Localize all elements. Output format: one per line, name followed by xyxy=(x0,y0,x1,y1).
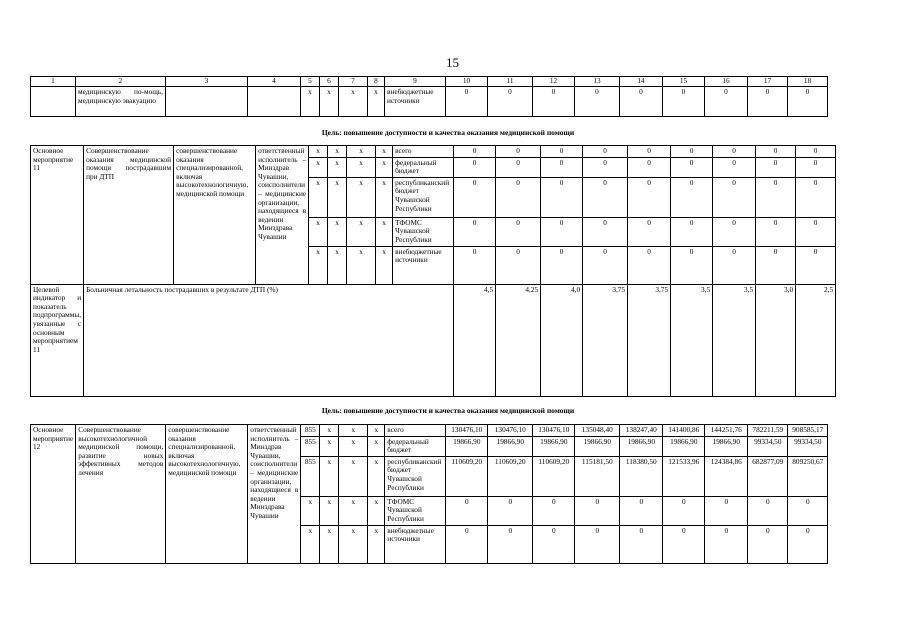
funding-source: всего xyxy=(385,425,446,437)
header-cell: 13 xyxy=(575,77,620,87)
table-cell: x xyxy=(347,177,376,217)
table-cell: 0 xyxy=(583,157,628,177)
table-cell: x xyxy=(339,525,368,563)
table-cell: x xyxy=(320,425,339,437)
table-cell: x xyxy=(368,456,385,496)
table-cell: 0 xyxy=(628,246,671,284)
table-cell: x xyxy=(328,246,347,284)
header-cell: 5 xyxy=(301,77,320,87)
table-cell: 0 xyxy=(533,496,575,525)
header-cell: 1 xyxy=(31,77,76,87)
event-name: Совершенствование высокотехнологичной медицинской помощи, развитие новых эффективных методов лечения xyxy=(76,425,166,564)
table-cell: x xyxy=(376,157,393,177)
table-cell: x xyxy=(328,146,347,158)
table-cell: 0 xyxy=(756,146,796,158)
event-executor: ответственный исполнитель – Минздрав Чувашии, соисполнители – медицинские организации, находящиеся в ведении Минздрава Чувашии xyxy=(256,146,309,285)
column-number-row xyxy=(31,77,828,87)
table-cell: x xyxy=(368,425,385,437)
table-cell: 0 xyxy=(671,217,713,246)
event-name: Совершенствование оказания медицинской помощи пострадавшим при ДТП xyxy=(84,146,174,285)
table-cell: 0 xyxy=(583,217,628,246)
table-cell: 782211,59 xyxy=(748,425,788,437)
goal-heading: Цель: повышение доступности и качества оказания медицинской помощи xyxy=(321,128,575,137)
table-cell: 0 xyxy=(541,217,583,246)
table-cell: 0 xyxy=(713,146,756,158)
table-cell: 0 xyxy=(446,496,488,525)
header-cell: 8 xyxy=(368,77,385,87)
table-cell: 0 xyxy=(620,87,663,117)
table-cell: 2,5 xyxy=(796,284,836,396)
table-cell: 0 xyxy=(454,246,496,284)
table-cell: 121533,96 xyxy=(663,456,705,496)
table-cell: 0 xyxy=(541,177,583,217)
funding-source: внебюджетные источники xyxy=(393,246,454,284)
header-cell: 17 xyxy=(748,77,788,87)
table-cell: x xyxy=(368,496,385,525)
table-event-11 xyxy=(30,145,836,397)
table-cell: 0 xyxy=(705,87,748,117)
table-cell: x xyxy=(301,496,320,525)
table-cell: 3,75 xyxy=(628,284,671,396)
header-cell: 10 xyxy=(446,77,488,87)
indicator-title: Целевой индикатор и показатель подпрограммы, увязанные с основным мероприятием 11 xyxy=(31,284,84,396)
table-cell: внебюджетные источники xyxy=(385,87,446,117)
table-cell: 130476,10 xyxy=(533,425,575,437)
table-cell: 99334,50 xyxy=(748,436,788,456)
table-cell: x xyxy=(320,456,339,496)
table-cell: x xyxy=(328,177,347,217)
header-cell: 6 xyxy=(320,77,339,87)
table-cell: 0 xyxy=(796,246,836,284)
table-cell: 4,0 xyxy=(541,284,583,396)
table-cell: 0 xyxy=(756,157,796,177)
table-cell: 124384,86 xyxy=(705,456,748,496)
table-cell: x xyxy=(320,496,339,525)
table-cell: 3,5 xyxy=(671,284,713,396)
table-cell: 0 xyxy=(488,496,533,525)
table-cell: x xyxy=(376,177,393,217)
table-cell: 0 xyxy=(454,157,496,177)
table-cell xyxy=(31,87,76,117)
table-cell: 110609,20 xyxy=(488,456,533,496)
indicator-row xyxy=(31,284,836,396)
header-cell: 14 xyxy=(620,77,663,87)
table-cell: 3,75 xyxy=(583,284,628,396)
table-cell: 855 xyxy=(301,436,320,456)
funding-source: внебюджетные источники xyxy=(385,525,446,563)
funding-source: республиканский бюджет Чувашской Республики xyxy=(393,177,454,217)
table-cell: 0 xyxy=(748,525,788,563)
table-cell: x xyxy=(309,217,328,246)
indicator-text: Больничная летальность пострадавших в результате ДТП (%) xyxy=(84,284,454,396)
table-cell: x xyxy=(320,87,339,117)
header-cell: 11 xyxy=(488,77,533,87)
table-cell: 3,0 xyxy=(756,284,796,396)
table-cell: 908585,17 xyxy=(788,425,828,437)
table-cell: 0 xyxy=(788,87,828,117)
table-cell: 0 xyxy=(583,146,628,158)
table-cell: x xyxy=(309,177,328,217)
table-cell: 110609,20 xyxy=(533,456,575,496)
table-cell: 135048,40 xyxy=(575,425,620,437)
table-cell: 0 xyxy=(796,177,836,217)
event-result: совершенствование оказания специализированной, включая высокотехнологичную, медицинской помощи xyxy=(166,425,248,564)
table-cell: 110609,20 xyxy=(446,456,488,496)
table-cell: 0 xyxy=(454,217,496,246)
event-result: совершенствование оказания специализированной, включая высокотехнологичную, медицинской помощи xyxy=(174,146,256,285)
table-cell: 0 xyxy=(663,525,705,563)
table-cell xyxy=(248,87,301,117)
table-cell: x xyxy=(320,525,339,563)
table-cell: 0 xyxy=(496,217,541,246)
table-cell: 0 xyxy=(748,87,788,117)
table-cell: 0 xyxy=(541,246,583,284)
table-cell: 19866,90 xyxy=(446,436,488,456)
header-cell: 7 xyxy=(339,77,368,87)
header-cell: 15 xyxy=(663,77,705,87)
table-cell: 0 xyxy=(454,177,496,217)
table-cell: 99334,50 xyxy=(788,436,828,456)
table-cell: x xyxy=(339,87,368,117)
table-cell: x xyxy=(347,246,376,284)
header-cell: 12 xyxy=(533,77,575,87)
table-cell: 0 xyxy=(496,246,541,284)
table-cell: 0 xyxy=(496,146,541,158)
table-cell: x xyxy=(339,425,368,437)
table-cell: x xyxy=(376,217,393,246)
event-executor: ответственный исполнитель – Минздрав Чувашии, соисполнители – медицинские организации, находящиеся в ведении Минздрава Чувашии xyxy=(248,425,301,564)
table-cell: 19866,90 xyxy=(488,436,533,456)
table-cell: 0 xyxy=(541,157,583,177)
goal-heading: Цель: повышение доступности и качества оказания медицинской помощи xyxy=(321,406,575,415)
header-cell: 2 xyxy=(76,77,166,87)
table-cell: 855 xyxy=(301,456,320,496)
table-cell: 0 xyxy=(496,157,541,177)
table-cell: 809250,67 xyxy=(788,456,828,496)
table-cell: 130476,10 xyxy=(488,425,533,437)
table-cell: 115181,50 xyxy=(575,456,620,496)
table-cell: x xyxy=(339,456,368,496)
table-cell: 0 xyxy=(533,87,575,117)
table-cell: 0 xyxy=(541,146,583,158)
table-cell: x xyxy=(347,217,376,246)
table-cell: 118380,50 xyxy=(620,456,663,496)
table-cell: 3,5 xyxy=(713,284,756,396)
table-cell: 0 xyxy=(796,157,836,177)
table-cell: 0 xyxy=(705,496,748,525)
table-cell: 0 xyxy=(713,246,756,284)
table-cell: 4,25 xyxy=(496,284,541,396)
table-cell: x xyxy=(368,525,385,563)
table-cell: 0 xyxy=(756,217,796,246)
table-cell: x xyxy=(328,157,347,177)
table-cell: 0 xyxy=(713,177,756,217)
table-cell: 0 xyxy=(788,525,828,563)
table-cell: x xyxy=(301,525,320,563)
table-cell: медицинскую по-мощь, медицинскую эвакуацию xyxy=(76,87,166,117)
page-number: 15 xyxy=(446,55,459,70)
table-cell: 0 xyxy=(628,177,671,217)
table-cell: 0 xyxy=(575,525,620,563)
table-cell: x xyxy=(328,217,347,246)
table-cell: 0 xyxy=(583,177,628,217)
table-cell: 0 xyxy=(628,157,671,177)
table-cell: 0 xyxy=(583,246,628,284)
table-cell: 0 xyxy=(671,246,713,284)
table-cell xyxy=(166,87,248,117)
table-cell: 0 xyxy=(446,87,488,117)
table-cell: 0 xyxy=(788,496,828,525)
table-cell: 19866,90 xyxy=(705,436,748,456)
table-row xyxy=(31,425,828,437)
table-cell: x xyxy=(309,157,328,177)
table-cell: x xyxy=(376,146,393,158)
funding-source: ТФОМС Чувашской Республики xyxy=(385,496,446,525)
table-cell: x xyxy=(301,87,320,117)
table-event-12 xyxy=(30,424,828,564)
table-cell: 0 xyxy=(663,496,705,525)
table-cell: 0 xyxy=(496,177,541,217)
event-title: Основное мероприятие 11 xyxy=(31,146,84,285)
table-cell: x xyxy=(320,436,339,456)
table-cell: 0 xyxy=(796,217,836,246)
table-cell: 0 xyxy=(446,525,488,563)
table-cell: x xyxy=(368,87,385,117)
table-cell: 0 xyxy=(796,146,836,158)
table-cell: x xyxy=(347,157,376,177)
table-cell: x xyxy=(309,146,328,158)
table-cell: 19866,90 xyxy=(533,436,575,456)
table-cell: 0 xyxy=(748,496,788,525)
table-row xyxy=(31,146,836,158)
table-cell: x xyxy=(368,436,385,456)
table-cell: 0 xyxy=(756,246,796,284)
table-cell: 130476,10 xyxy=(446,425,488,437)
table-cell: x xyxy=(376,246,393,284)
funding-source: федеральный бюджет xyxy=(385,436,446,456)
table-cell: 0 xyxy=(628,146,671,158)
table-cell: 0 xyxy=(671,177,713,217)
table-cell: 144251,76 xyxy=(705,425,748,437)
table-cell: 4,5 xyxy=(454,284,496,396)
event-title: Основное мероприятие 12 xyxy=(31,425,76,564)
table-cell: 0 xyxy=(488,525,533,563)
table-cell: 0 xyxy=(533,525,575,563)
table-cell: 19866,90 xyxy=(663,436,705,456)
table-cell: 0 xyxy=(620,496,663,525)
table-cell: 141400,86 xyxy=(663,425,705,437)
table-cell: 0 xyxy=(671,157,713,177)
table-row xyxy=(31,87,828,117)
table-cell: 0 xyxy=(575,496,620,525)
funding-source: республиканский бюджет Чувашской Республики xyxy=(385,456,446,496)
table-cell: 0 xyxy=(620,525,663,563)
table-cell: 0 xyxy=(713,157,756,177)
funding-source: ТФОМС Чувашской Республики xyxy=(393,217,454,246)
table-cell: 0 xyxy=(663,87,705,117)
table-cell: 0 xyxy=(756,177,796,217)
table-cell: 0 xyxy=(488,87,533,117)
table-cell: 0 xyxy=(628,217,671,246)
table-cell: 19866,90 xyxy=(575,436,620,456)
header-cell: 3 xyxy=(166,77,248,87)
table-cell: 0 xyxy=(713,217,756,246)
table-cell: 0 xyxy=(575,87,620,117)
funding-source: федеральный бюджет xyxy=(393,157,454,177)
header-cell: 9 xyxy=(385,77,446,87)
table-cell: 0 xyxy=(454,146,496,158)
table-cell: 138247,40 xyxy=(620,425,663,437)
table-cell: x xyxy=(309,246,328,284)
table-cell: 855 xyxy=(301,425,320,437)
table-cell: 0 xyxy=(671,146,713,158)
table-header xyxy=(30,76,828,117)
funding-source: всего xyxy=(393,146,454,158)
header-cell: 4 xyxy=(248,77,301,87)
table-cell: x xyxy=(347,146,376,158)
table-cell: x xyxy=(339,496,368,525)
table-cell: 0 xyxy=(705,525,748,563)
header-cell: 16 xyxy=(705,77,748,87)
table-cell: x xyxy=(339,436,368,456)
header-cell: 18 xyxy=(788,77,828,87)
table-cell: 19866,90 xyxy=(620,436,663,456)
table-cell: 682877,09 xyxy=(748,456,788,496)
